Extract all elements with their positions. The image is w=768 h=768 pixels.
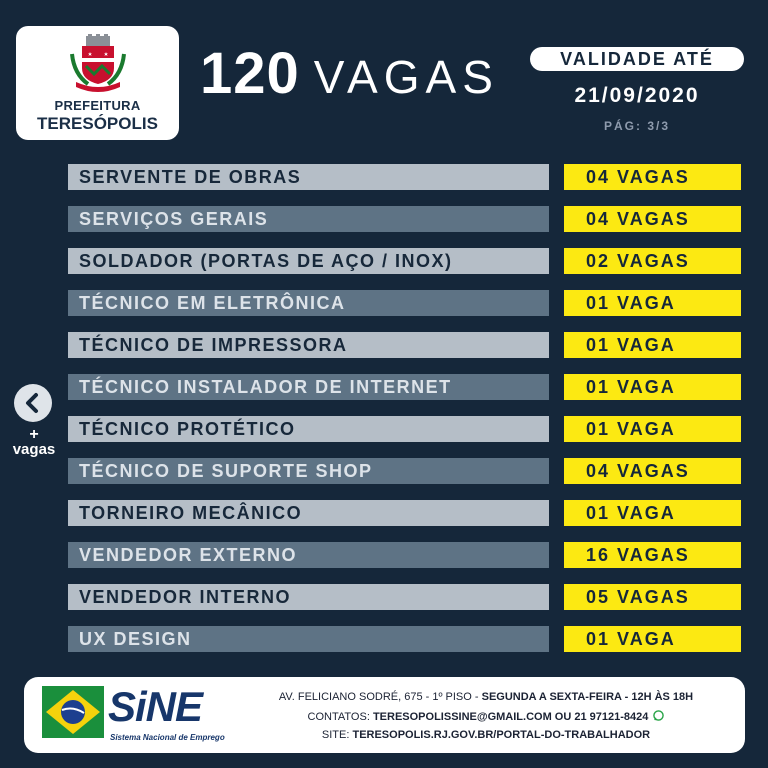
page-indicator: PÁG: 3/3 [603,119,670,133]
vacancy-word: VAGAS [313,51,499,103]
vacancy-total: 120 [200,41,300,106]
job-title: SERVENTE DE OBRAS [68,164,549,190]
footer-address: AV. FELICIANO SODRÉ, 675 - 1º PISO - [278,691,482,703]
footer-card [24,677,745,753]
job-count: 01 VAGA [564,626,741,652]
headline [200,42,499,106]
footer-contacts[interactable]: TERESOPOLISSINE@GMAIL.COM OU 21 97121-8424 [372,711,649,723]
job-count: 04 VAGAS [564,206,741,232]
job-title: TÉCNICO PROTÉTICO [68,416,549,442]
job-title: VENDEDOR EXTERNO [68,542,549,568]
logo-prefeitura-label: PREFEITURA [54,98,141,113]
footer-hours: SEGUNDA A SEXTA-FEIRA - 12H ÀS 18H [481,691,694,703]
job-count: 02 VAGAS [564,248,741,274]
job-count: 05 VAGAS [564,584,741,610]
sine-subtitle: Sistema Nacional de Emprego [110,733,225,742]
more-vacancies-plus: + [29,426,39,443]
job-count: 04 VAGAS [564,458,741,484]
job-title: SOLDADOR (PORTAS DE AÇO / INOX) [68,248,549,274]
job-count: 01 VAGA [564,332,741,358]
footer-contacts-label: CONTATOS: [307,711,373,723]
footer-contacts-line [246,710,726,723]
brazil-flag-icon [42,686,104,738]
job-count: 04 VAGAS [564,164,741,190]
job-count: 16 VAGAS [564,542,741,568]
job-title: TÉCNICO DE SUPORTE SHOP [68,458,549,484]
job-count: 01 VAGA [564,416,741,442]
job-title: TÉCNICO INSTALADOR DE INTERNET [68,374,549,400]
job-title: TÉCNICO DE IMPRESSORA [68,332,549,358]
whatsapp-icon [653,710,664,721]
job-title: VENDEDOR INTERNO [68,584,549,610]
job-count: 01 VAGA [564,374,741,400]
validity-label: VALIDADE ATÉ [530,47,744,71]
job-title: SERVIÇOS GERAIS [68,206,549,232]
footer-site-label: SITE: [321,729,353,741]
footer-site-line [246,729,726,741]
job-title: UX DESIGN [68,626,549,652]
sine-brand: SiNE [108,683,203,730]
chevron-left-icon [14,384,52,422]
job-count: 01 VAGA [564,290,741,316]
prefeitura-logo [16,26,179,140]
footer-address-line [246,691,726,703]
city-crest-icon [66,34,130,92]
job-title: TÉCNICO EM ELETRÔNICA [68,290,549,316]
footer-site[interactable]: TERESOPOLIS.RJ.GOV.BR/PORTAL-DO-TRABALHADOR [352,729,651,741]
logo-city-name: TERESÓPOLIS [37,114,158,133]
more-vacancies-label[interactable]: vagas [12,441,56,458]
previous-page-button[interactable] [14,384,52,422]
job-count: 01 VAGA [564,500,741,526]
validity-date: 21/09/2020 [574,84,700,107]
job-title: TORNEIRO MECÂNICO [68,500,549,526]
